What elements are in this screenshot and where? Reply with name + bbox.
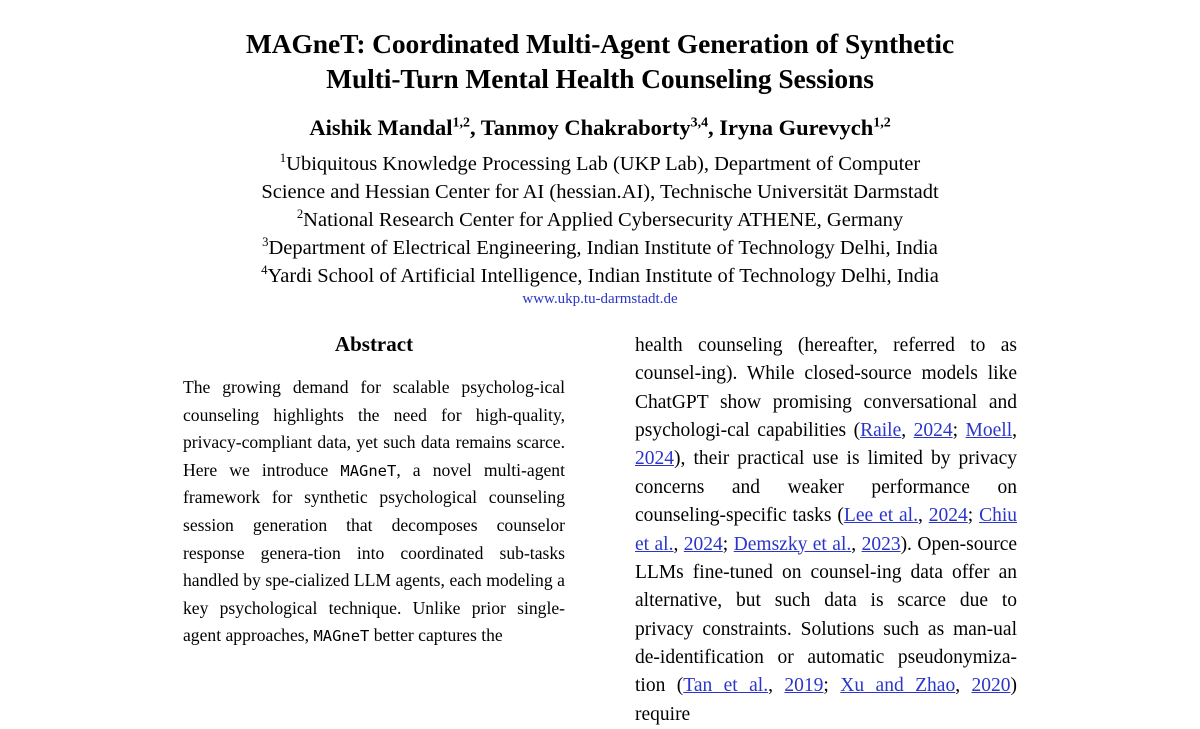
- abstract-heading: Abstract: [334, 332, 414, 356]
- title-line-2: Multi-Turn Mental Health Counseling Sessions: [326, 63, 874, 95]
- abstract-paragraph: [183, 374, 565, 650]
- affiliation-3-marker: 3: [262, 235, 269, 250]
- intro-semicolon-3: ;: [722, 533, 734, 555]
- affiliation-2: [170, 206, 1030, 234]
- affiliation-4-text: Yardi School of Artificial Intelligence, Indian Institute of Technology Delhi, India: [267, 264, 939, 287]
- abstract-text-part-2: , a novel multi-agent framework for synthetic psychological counseling session generation that decomposes counselor response genera-tion into coordinated sub-tasks handled by spe-cialized LLM agents, each modeling a key psychological technique. Unlike prior single-agent approaches,: [183, 459, 565, 646]
- author-sep-1: ,: [469, 115, 481, 141]
- intro-text-4: tion (: [635, 675, 684, 697]
- author-3-affil-marker: 1,2: [873, 115, 891, 131]
- citation-xu-zhao-year[interactable]: 2020: [971, 675, 1011, 697]
- abstract-system-name-1: MAGneT: [340, 461, 397, 480]
- intro-paragraph: health counseling (hereafter, referred to as counsel-ing). While closed-source models like ChatGPT show promising conversational and psychologi-cal capabilities (Raile, 2024; Moell, 2024), their practical use is limited by privacy concerns and weaker performance on counseling-specific tasks (Lee et al., 2024; Chiu et al., 2024; Demszky et al., 2023). Open-source LLMs fine-tuned on counsel-ing data offer an alternative, but such data is scarce due to privacy constraints. Solutions such as man-ual de-identification or automatic pseudonymiza-tion (Tan et al., 2019; Xu and Zhao, 2020) require: [635, 335, 1017, 725]
- lab-website-link-wrap: [170, 290, 1030, 308]
- affiliation-3: [170, 234, 1030, 262]
- intro-text-5: ) require: [635, 675, 1017, 725]
- affiliation-4-marker: 4: [261, 263, 268, 278]
- citation-xu-zhao[interactable]: Xu and Zhao: [840, 675, 956, 697]
- intro-text-3: ). Open-source LLMs fine-tuned on counsel-ing data offer an alternative, but such data is scarce due to privacy constraints. Solutions such as man-ual de-identification or automatic pseudonymiza-: [635, 533, 1017, 668]
- citation-raile-year[interactable]: 2024: [913, 420, 953, 442]
- affiliation-1-text: Ubiquitous Knowledge Processing Lab (UKP Lab), Department of Computer: [286, 152, 921, 175]
- affiliation-2-marker: 2: [296, 206, 304, 221]
- author-3-name: Iryna Gurevych: [719, 115, 874, 141]
- author-list: [170, 113, 1030, 142]
- intro-semicolon-2: ;: [967, 505, 980, 527]
- intro-text-1: health counseling (hereafter, referred to as counsel-ing). While closed-source models like ChatGPT show promising conversational and psychologi-cal capabilities (: [635, 335, 1017, 442]
- abstract-column: [183, 332, 565, 729]
- author-2-affil-marker: 3,4: [690, 115, 709, 131]
- affiliation-2-text: National Research Center for Applied Cybersecurity ATHENE, Germany: [303, 208, 904, 231]
- citation-demszky[interactable]: Demszky et al.: [733, 533, 852, 555]
- abstract-system-name-2: MAGneT: [313, 627, 370, 646]
- intro-semicolon-1: ;: [952, 420, 966, 442]
- author-sep-2: ,: [708, 115, 720, 141]
- citation-moell[interactable]: Moell: [965, 420, 1013, 442]
- affiliation-1-cont-text: Science and Hessian Center for AI (hessian.AI), Technische Universität Darmstadt: [261, 180, 939, 203]
- affiliation-4: [170, 262, 1030, 290]
- citation-lee-year[interactable]: 2024: [928, 505, 968, 527]
- citation-moell-year[interactable]: 2024: [635, 448, 674, 470]
- citation-chiu[interactable]: Chiu et al.: [635, 505, 1017, 555]
- title-line-1: MAGneT: Coordinated Multi-Agent Generation of Synthetic: [245, 28, 955, 59]
- abstract-text-part-3: better captures the: [369, 625, 503, 646]
- citation-raile[interactable]: Raile: [860, 420, 902, 442]
- two-column-body: [0, 332, 1200, 729]
- intro-column: [635, 332, 1017, 729]
- citation-tan[interactable]: Tan et al.: [683, 675, 769, 697]
- author-2-name: Tanmoy Chakraborty: [480, 115, 691, 141]
- intro-text-2: ), their practical use is limited by privacy concerns and weaker performance on counseling-specific tasks (: [635, 448, 1017, 527]
- citation-chiu-year[interactable]: 2024: [683, 533, 723, 555]
- intro-semicolon-4: ;: [823, 675, 841, 697]
- title-block: [170, 0, 1030, 308]
- affiliation-1-cont: [170, 178, 1030, 206]
- author-1-name: Aishik Mandal: [309, 115, 453, 141]
- citation-demszky-year[interactable]: 2023: [861, 533, 901, 555]
- affiliation-1: [170, 150, 1030, 178]
- affiliation-3-text: Department of Electrical Engineering, Indian Institute of Technology Delhi, India: [268, 236, 938, 259]
- affiliation-1-marker: 1: [279, 150, 287, 165]
- citation-tan-year[interactable]: 2019: [784, 675, 824, 697]
- abstract-text-part-1: The growing demand for scalable psycholog-ical counseling highlights the need for high-quality, privacy-compliant data, yet such data remains scarce. Here we introduce: [183, 377, 565, 480]
- lab-website-link[interactable]: www.ukp.tu-darmstadt.de: [522, 291, 678, 308]
- citation-lee[interactable]: Lee et al.: [843, 505, 918, 527]
- affiliation-list: [170, 150, 1030, 290]
- page-title: [170, 26, 1030, 96]
- author-1-affil-marker: 1,2: [452, 115, 470, 131]
